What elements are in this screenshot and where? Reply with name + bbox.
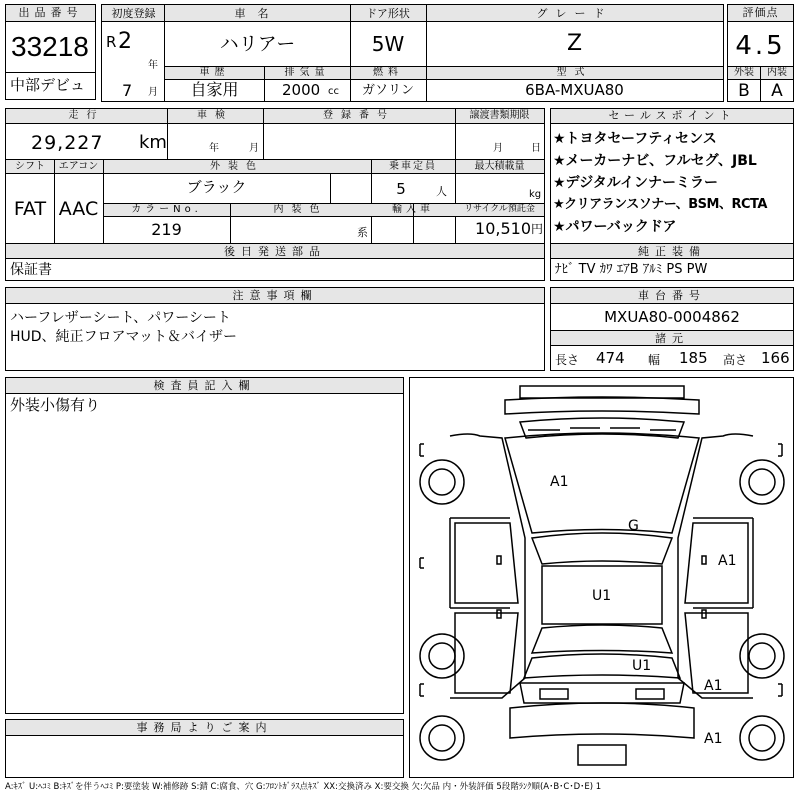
inspection-month-unit: 月 [249, 143, 259, 154]
lot-number: 33218 [11, 31, 89, 62]
notes-box [5, 287, 545, 371]
interior-color-unit: 系 [357, 226, 368, 239]
capacity-value: 5 [396, 180, 406, 198]
width-label: 幅 [648, 353, 661, 367]
first-reg-era: R [106, 33, 117, 51]
shift-label: シフト [15, 161, 45, 172]
fuel-label: 燃料 [373, 67, 403, 78]
transfer-day-unit: 日 [531, 143, 541, 154]
score-int-label: 内装 [767, 67, 787, 78]
sales-point-5: ★パワーバックドア [553, 219, 677, 235]
notes-header: 注意事項欄 [6, 288, 544, 304]
transfer-label: 譲渡書類期限 [469, 110, 530, 121]
height-label: 高さ [723, 353, 748, 367]
lot-box [5, 4, 96, 100]
chassis-box [550, 287, 794, 371]
inspection-label: 車検 [197, 110, 233, 121]
length-value: 474 [596, 349, 625, 367]
color-no-label: カラーNo. [131, 204, 202, 215]
capacity-unit: 人 [436, 185, 447, 198]
displacement-label: 排気量 [284, 67, 330, 78]
vehicle-info-top [101, 4, 724, 102]
model-value: 6BA-MXUA80 [525, 81, 624, 99]
lot-header: 出品番号 [6, 5, 95, 22]
first-reg-header: 初度登録 [111, 7, 156, 20]
displacement-unit: cc [328, 86, 339, 97]
score-ext: B [738, 81, 750, 101]
model-label: 型式 [556, 67, 593, 78]
first-reg-year-unit: 年 [148, 60, 158, 71]
mark-hood: A1 [550, 474, 569, 490]
sales-point-1: ★トヨタセーフティセンス [553, 131, 717, 147]
score-value: 4.5 [735, 31, 786, 61]
vehicle-info-mid [5, 108, 545, 281]
lot-note: 中部デビュ [10, 76, 86, 94]
displacement-value: 2000 [282, 81, 321, 99]
notes-line-1: ハーフレザーシート、パワーシート [10, 310, 231, 326]
office-header: 事務局よりご案内 [6, 720, 403, 736]
exterior-color-label: 外装色 [210, 161, 264, 172]
genuine-equipment-header: 純正装備 [638, 245, 706, 258]
mark-right-front: A1 [718, 553, 737, 569]
inspector-value: 外装小傷有り [10, 396, 101, 414]
first-reg-year: 2 [118, 29, 132, 54]
mark-rear: U1 [632, 658, 652, 674]
office-box [5, 719, 404, 778]
aircon-value: AAC [58, 198, 99, 220]
door-header: ドア形状 [366, 7, 410, 20]
import-label: 輸入車 [392, 204, 434, 215]
capacity-label: 乗車定員 [389, 161, 437, 172]
color-no-value: 219 [151, 220, 182, 239]
fuel-value: ガソリン [361, 83, 414, 98]
aircon-label: エアコン [58, 161, 99, 172]
max-load-label: 最大積載量 [474, 161, 525, 172]
sales-points-box [550, 108, 794, 281]
score-header: 評価点 [728, 5, 793, 22]
registration-label: 登録番号 [323, 110, 395, 121]
exterior-color-value: ブラック [186, 178, 247, 196]
length-label: 長さ [555, 353, 580, 367]
chassis-value: MXUA80-0004862 [604, 308, 740, 326]
mark-right-rear: A1 [704, 678, 723, 694]
history-label: 車歴 [199, 67, 230, 78]
later-parts-header: 後日発送部品 [224, 245, 326, 258]
recycle-unit: 円 [531, 222, 544, 236]
chassis-header: 車台番号 [551, 288, 793, 304]
specs-header: 諸元 [655, 332, 689, 345]
mark-roof: G [628, 518, 639, 534]
transfer-month-unit: 月 [493, 143, 503, 154]
first-reg-month-unit: 月 [148, 87, 158, 98]
score-box [727, 4, 794, 102]
recycle-value: 10,510 [475, 219, 531, 238]
later-parts-value: 保証書 [10, 262, 52, 278]
legend: A:ｷｽﾞ U:ﾍｺﾐ B:ｷｽﾞを伴うﾍｺﾐ P:要塗装 W:補修跡 S:錆 C:腐食、穴 G:ﾌﾛﾝﾄｶﾞﾗｽ点ｷｽﾞ XX:交換済み X:要交換 欠:欠品 内・外装評価 5段階ﾗﾝｸ順(A･B･C･D･E) 1 [5, 782, 602, 792]
car-diagram [409, 377, 794, 778]
grade-header: グレード [536, 7, 613, 20]
car-name-header: 車名 [234, 7, 281, 20]
width-value: 185 [679, 349, 708, 367]
inspector-box [5, 377, 404, 714]
sales-point-4: ★クリアランスソナー、BSM、RCTA [553, 197, 767, 212]
notes-line-2: HUD、純正フロアマット＆バイザー [10, 329, 237, 345]
mileage-unit: km [139, 132, 167, 153]
mark-bottom: A1 [704, 731, 723, 747]
door-value: 5W [371, 32, 405, 56]
inspection-year-unit: 年 [209, 143, 219, 154]
shift-value: FAT [13, 198, 47, 220]
height-value: 166 [761, 349, 790, 367]
car-name-value: ハリアー [219, 33, 296, 55]
sales-point-3: ★デジタルインナーミラー [553, 175, 719, 191]
mileage-label: 走行 [68, 110, 105, 121]
history-value: 自家用 [190, 80, 239, 99]
max-load-unit: kg [529, 189, 542, 200]
sales-points-header: セールスポイント [551, 109, 793, 124]
mark-roof-center: U1 [592, 588, 612, 604]
recycle-label: リサイクル預託金 [464, 204, 535, 214]
inspector-header: 検査員記入欄 [6, 378, 403, 394]
first-reg-month: 7 [122, 81, 133, 100]
car-outline-svg [410, 378, 793, 777]
genuine-equipment-value: ﾅﾋﾞ TV ｶﾜ ｴｱB ｱﾙﾐ PS PW [555, 262, 708, 277]
score-int: A [771, 81, 783, 101]
mileage-value: 29,227 [31, 132, 104, 154]
score-ext-label: 外装 [734, 67, 754, 78]
grade-value: Z [566, 31, 583, 56]
interior-color-label: 内装色 [273, 204, 328, 215]
sales-point-2: ★メーカーナビ、フルセグ、JBL [553, 153, 757, 169]
